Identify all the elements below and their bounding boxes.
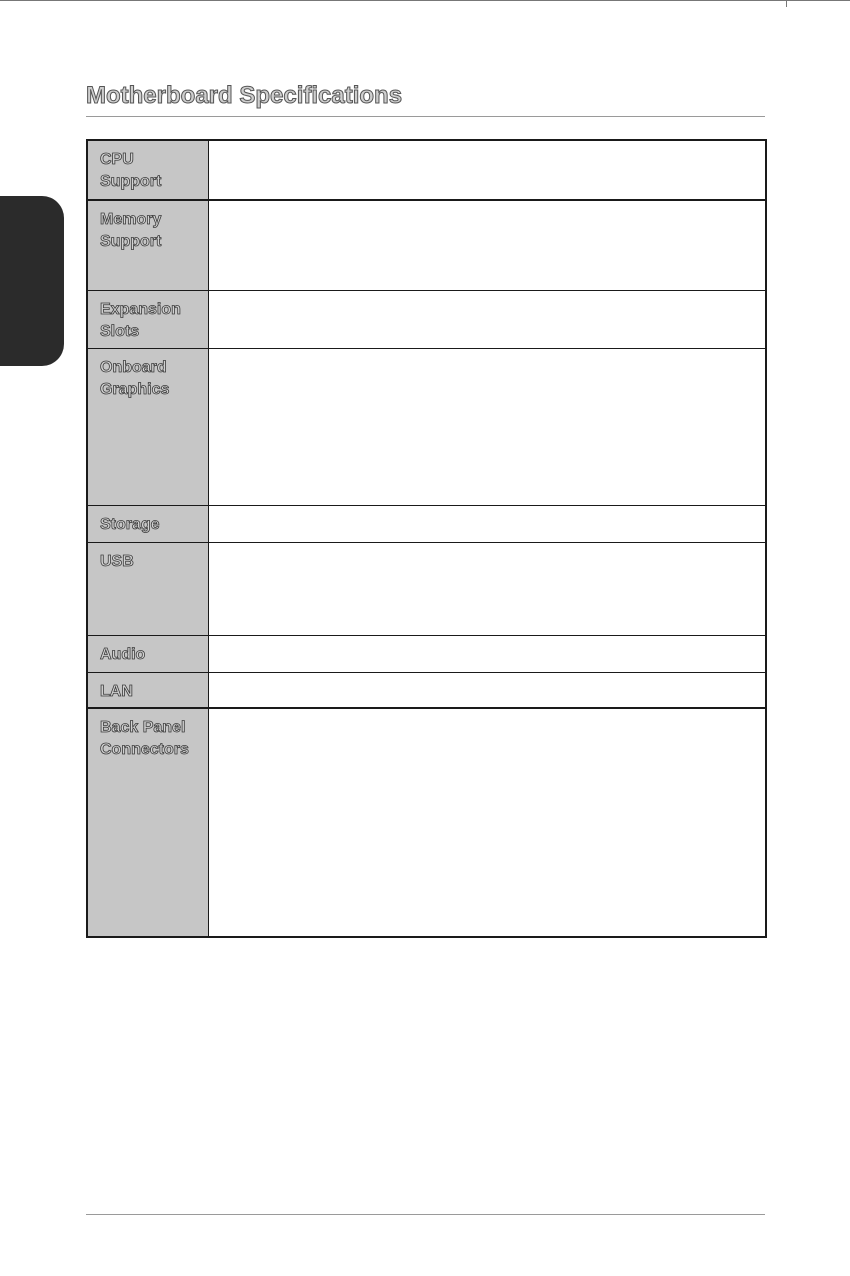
spec-value-cell xyxy=(209,200,767,290)
top-page-rule xyxy=(0,0,850,1)
spec-label: Memory Support xyxy=(100,211,162,250)
spec-row-lan xyxy=(87,672,766,708)
spec-label-cell xyxy=(87,672,209,708)
spec-value-cell xyxy=(209,542,767,635)
spec-label-cell xyxy=(87,542,209,635)
top-page-notch xyxy=(786,0,787,7)
spec-label: LAN xyxy=(100,682,133,700)
spec-label: Storage xyxy=(100,515,160,533)
spec-row-usb xyxy=(87,542,766,635)
spec-row-storage xyxy=(87,505,766,542)
spec-value-cell xyxy=(209,635,767,672)
footer-divider xyxy=(86,1214,765,1215)
spec-label-cell xyxy=(87,200,209,290)
chapter-side-tab xyxy=(0,196,64,366)
spec-value-cell xyxy=(209,348,767,505)
spec-label-cell xyxy=(87,140,209,200)
spec-label-cell xyxy=(87,635,209,672)
spec-value-cell xyxy=(209,505,767,542)
spec-label: Back Panel Connectors xyxy=(100,719,189,758)
spec-label-cell xyxy=(87,708,209,937)
spec-label: Expansion Slots xyxy=(100,300,181,340)
spec-row-memory-support xyxy=(87,200,766,290)
spec-row-audio xyxy=(87,635,766,672)
spec-row-expansion-slots xyxy=(87,290,766,348)
page-title: Motherboard Specifications xyxy=(86,82,403,109)
spec-row-back-panel-connectors xyxy=(87,708,766,937)
spec-value-cell xyxy=(209,290,767,348)
spec-label-cell xyxy=(87,290,209,348)
spec-label: Audio xyxy=(100,645,146,663)
spec-label-cell xyxy=(87,505,209,542)
spec-value-cell xyxy=(209,672,767,708)
spec-table xyxy=(86,139,767,938)
title-divider xyxy=(86,116,765,117)
spec-label: USB xyxy=(100,552,134,570)
spec-label-cell xyxy=(87,348,209,505)
spec-row-onboard-graphics xyxy=(87,348,766,505)
spec-label: CPU Support xyxy=(100,151,162,190)
spec-label: Onboard Graphics xyxy=(100,358,170,398)
spec-row-cpu-support xyxy=(87,140,766,200)
spec-value-cell xyxy=(209,140,767,200)
spec-value-cell xyxy=(209,708,767,937)
